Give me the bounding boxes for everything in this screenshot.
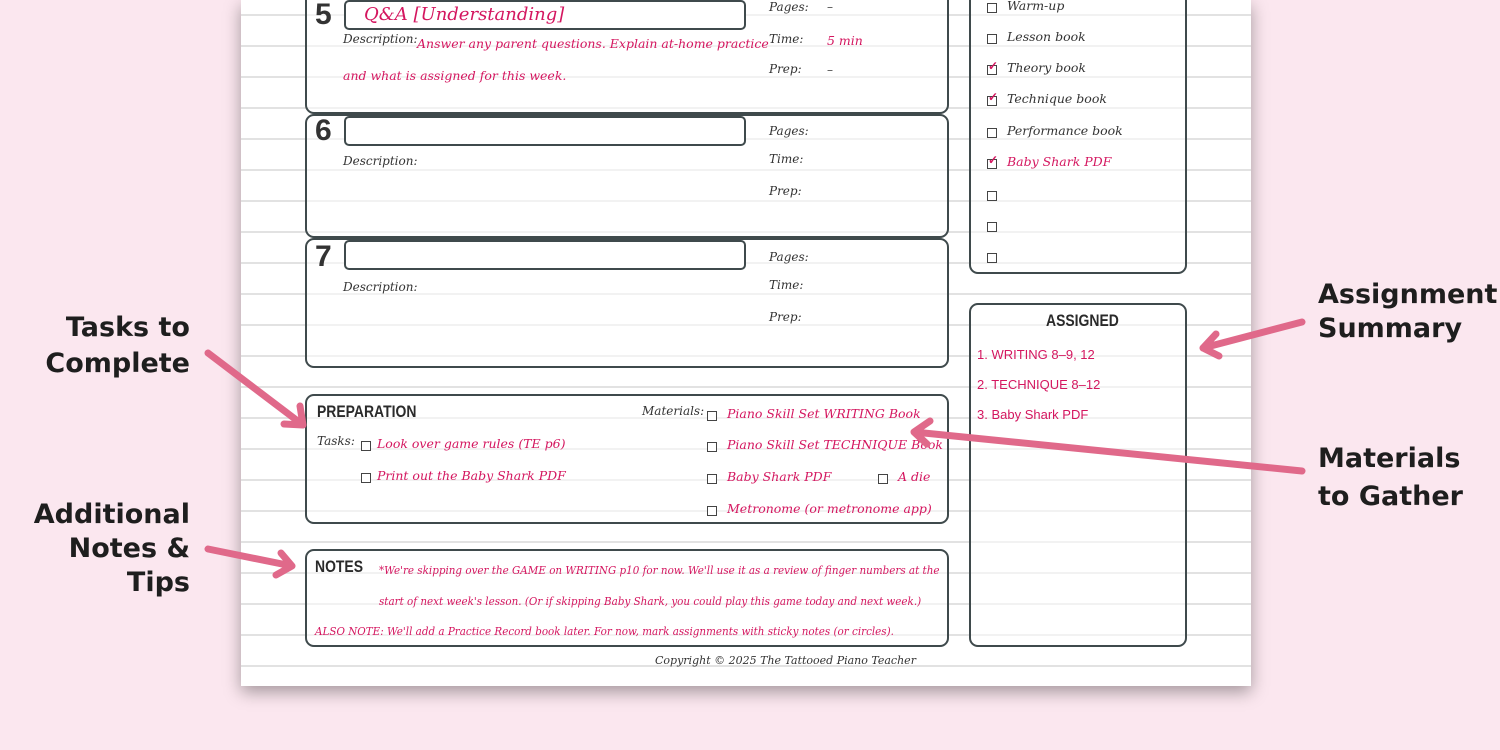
pages-label: Pages: — [769, 124, 809, 138]
arrow-to-tasks — [208, 353, 303, 425]
preparation-heading: PREPARATION — [317, 402, 417, 421]
material-label: Baby Shark PDF — [727, 469, 832, 484]
assigned-item: 2. TECHNIQUE 8–12 — [977, 377, 1101, 392]
pages-label: Pages: — [769, 250, 809, 264]
prep-label: Prep: — [769, 184, 802, 198]
time-label: Time: — [769, 32, 804, 46]
callout-line: Additional — [33, 499, 190, 530]
checklist-label: Theory book — [1007, 60, 1086, 75]
prep-label: Prep: — [769, 310, 802, 324]
notes-line-2: start of next week's lesson. (Or if skipping Baby Shark, you could play this game today and next week.) — [379, 594, 922, 608]
description-label: Description: — [343, 32, 418, 46]
copyright-footer: Copyright © 2025 The Tattooed Piano Teacher — [655, 654, 916, 667]
description-label: Description: — [343, 280, 418, 294]
material-label: A die — [898, 469, 931, 484]
task-label: Print out the Baby Shark PDF — [377, 468, 566, 483]
arrow-to-assigned — [1203, 322, 1302, 356]
material-label: Piano Skill Set TECHNIQUE Book — [727, 437, 943, 452]
notes-line-1: *We're skipping over the GAME on WRITING p10 for now. We'll use it as a review of finger numbers at the — [379, 563, 940, 577]
checklist-label: Baby Shark PDF — [1007, 154, 1112, 169]
slot-number: 7 — [315, 240, 332, 273]
checklist-label: Lesson book — [1007, 29, 1086, 44]
description-line-1: Answer any parent questions. Explain at-home practice — [417, 36, 769, 51]
description-label: Description: — [343, 154, 418, 168]
time-value: 5 min — [827, 33, 863, 48]
material-label: Piano Skill Set WRITING Book — [727, 406, 921, 421]
time-label: Time: — [769, 152, 804, 166]
notes-heading: NOTES — [315, 557, 364, 576]
callout-line: Notes & Tips — [68, 533, 190, 598]
assigned-heading: ASSIGNED — [1046, 311, 1119, 330]
slot-number: 5 — [315, 0, 332, 31]
materials-label: Materials: — [642, 404, 705, 418]
callout-line: to Gather — [1318, 481, 1463, 512]
arrow-to-materials — [914, 421, 1302, 471]
checklist-label: Technique book — [1007, 91, 1107, 106]
description-line-2: and what is assigned for this week. — [343, 68, 567, 83]
material-label: Metronome (or metronome app) — [727, 501, 932, 516]
pages-value: – — [827, 0, 833, 14]
assigned-item: 1. WRITING 8–9, 12 — [977, 347, 1095, 362]
checklist-label: Warm-up — [1007, 0, 1065, 13]
notes-line-3: ALSO NOTE: We'll add a Practice Record book later. For now, mark assignments with sticky notes (or circles). — [315, 624, 894, 638]
slot-title: Q&A [Understanding] — [364, 4, 565, 25]
callout-line: Summary — [1318, 313, 1463, 344]
pages-label: Pages: — [769, 0, 809, 14]
task-label: Look over game rules (TE p6) — [377, 436, 566, 451]
prep-label: Prep: — [769, 62, 802, 76]
callout-line: Assignment — [1318, 279, 1498, 310]
callout-line: Materials — [1318, 443, 1461, 474]
callout-line: Complete — [45, 348, 190, 379]
callout-line: Tasks to — [65, 312, 190, 343]
assigned-item: 3. Baby Shark PDF — [977, 407, 1089, 422]
slot-number: 6 — [315, 114, 332, 147]
time-label: Time: — [769, 278, 804, 292]
checklist-label: Performance book — [1007, 123, 1123, 138]
prep-value: – — [827, 63, 833, 77]
tasks-label: Tasks: — [317, 434, 355, 448]
arrow-to-notes — [208, 549, 292, 575]
